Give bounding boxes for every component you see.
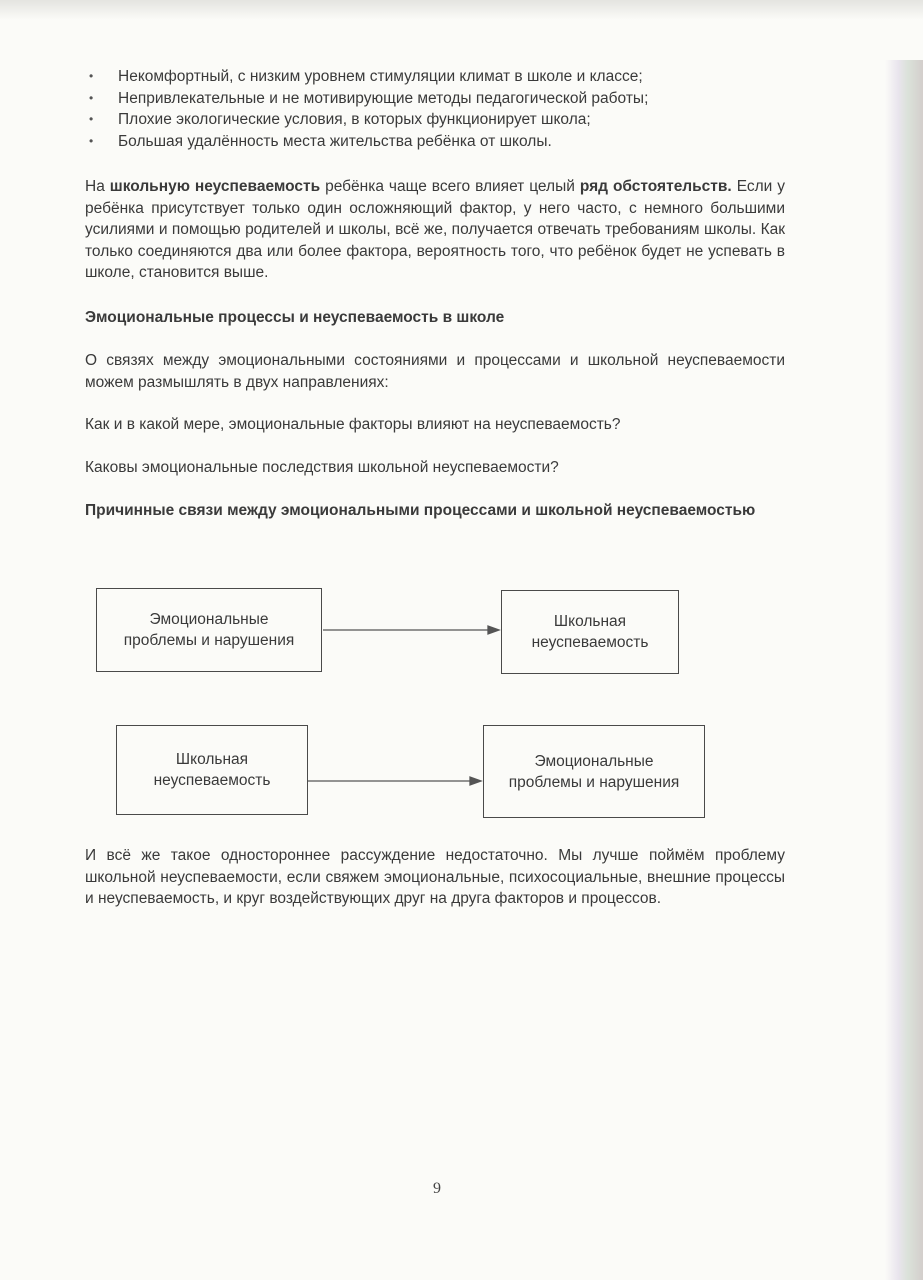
subsection-heading: Причинные связи между эмоциональными процессами и школьной неуспеваемостью	[85, 502, 756, 519]
para1-text-2: ребёнка чаще всего влияет целый	[320, 178, 580, 195]
box-label: Школьная неуспеваемость	[531, 613, 649, 651]
paragraph-directions: О связях между эмоциональными состояниями и процессами и школьной неуспеваемости можем размышлять в двух направлениях:	[85, 352, 785, 391]
question-1: Как и в какой мере, эмоциональные факторы влияют на неуспеваемость?	[85, 416, 621, 433]
page-content	[85, 66, 785, 522]
arrow-head-2	[470, 777, 481, 785]
diagram-box-school-failure-1	[501, 590, 679, 674]
diagram-box-school-failure-2	[116, 725, 308, 815]
list-item: • Непривлекательные и не мотивирующие методы педагогической работы;	[85, 88, 785, 110]
question-2: Каковы эмоциональные последствия школьной неуспеваемости?	[85, 458, 559, 476]
bullet-list	[85, 66, 785, 152]
box-label: Эмоциональные проблемы и нарушения	[123, 611, 295, 649]
paragraph-factors	[85, 176, 785, 284]
scan-right-edge	[885, 60, 923, 1280]
para1-text-1: На	[85, 178, 110, 195]
box-label: Школьная неуспеваемость	[153, 751, 271, 789]
diagram-box-emotional-problems-2	[483, 725, 705, 818]
paragraph-conclusion: И всё же такое одностороннее рассуждение недостаточно. Мы лучше поймём проблему школьной неуспеваемости, если свяжем эмоциональные, психосоциальные, внешние процессы и неуспеваемость, и круг воздействующих друг на друга факторов и процессов.	[85, 847, 785, 907]
para1-bold-1: школьную неуспеваемость	[109, 178, 321, 195]
para1-bold-2: ряд обстоятельств.	[579, 178, 732, 195]
list-item: • Плохие экологические условия, в которых функционирует школа;	[85, 109, 785, 131]
para1-text-3: Если у ребёнка присутствует только один осложняющий фактор, у него часто, с немного большими усилиями и помощью родителей и школы, всё же, получается отвечать требованиям школы. Как только соединяются два или более фактора, вероятность того, что ребёнок будет не успевать в школе, становится выше.	[85, 178, 786, 281]
list-item: • Большая удалённость места жительства ребёнка от школы.	[85, 131, 785, 153]
section-heading: Эмоциональные процессы и неуспеваемость в школе	[85, 308, 505, 326]
diagram-box-emotional-problems-1	[96, 588, 322, 672]
box-label: Эмоциональные проблемы и нарушения	[508, 752, 680, 791]
arrow-head-1	[488, 626, 499, 634]
scan-top-edge	[0, 0, 923, 20]
list-item: • Некомфортный, с низким уровнем стимуляции климат в школе и классе;	[85, 66, 785, 88]
page-number: 9	[433, 1180, 441, 1197]
